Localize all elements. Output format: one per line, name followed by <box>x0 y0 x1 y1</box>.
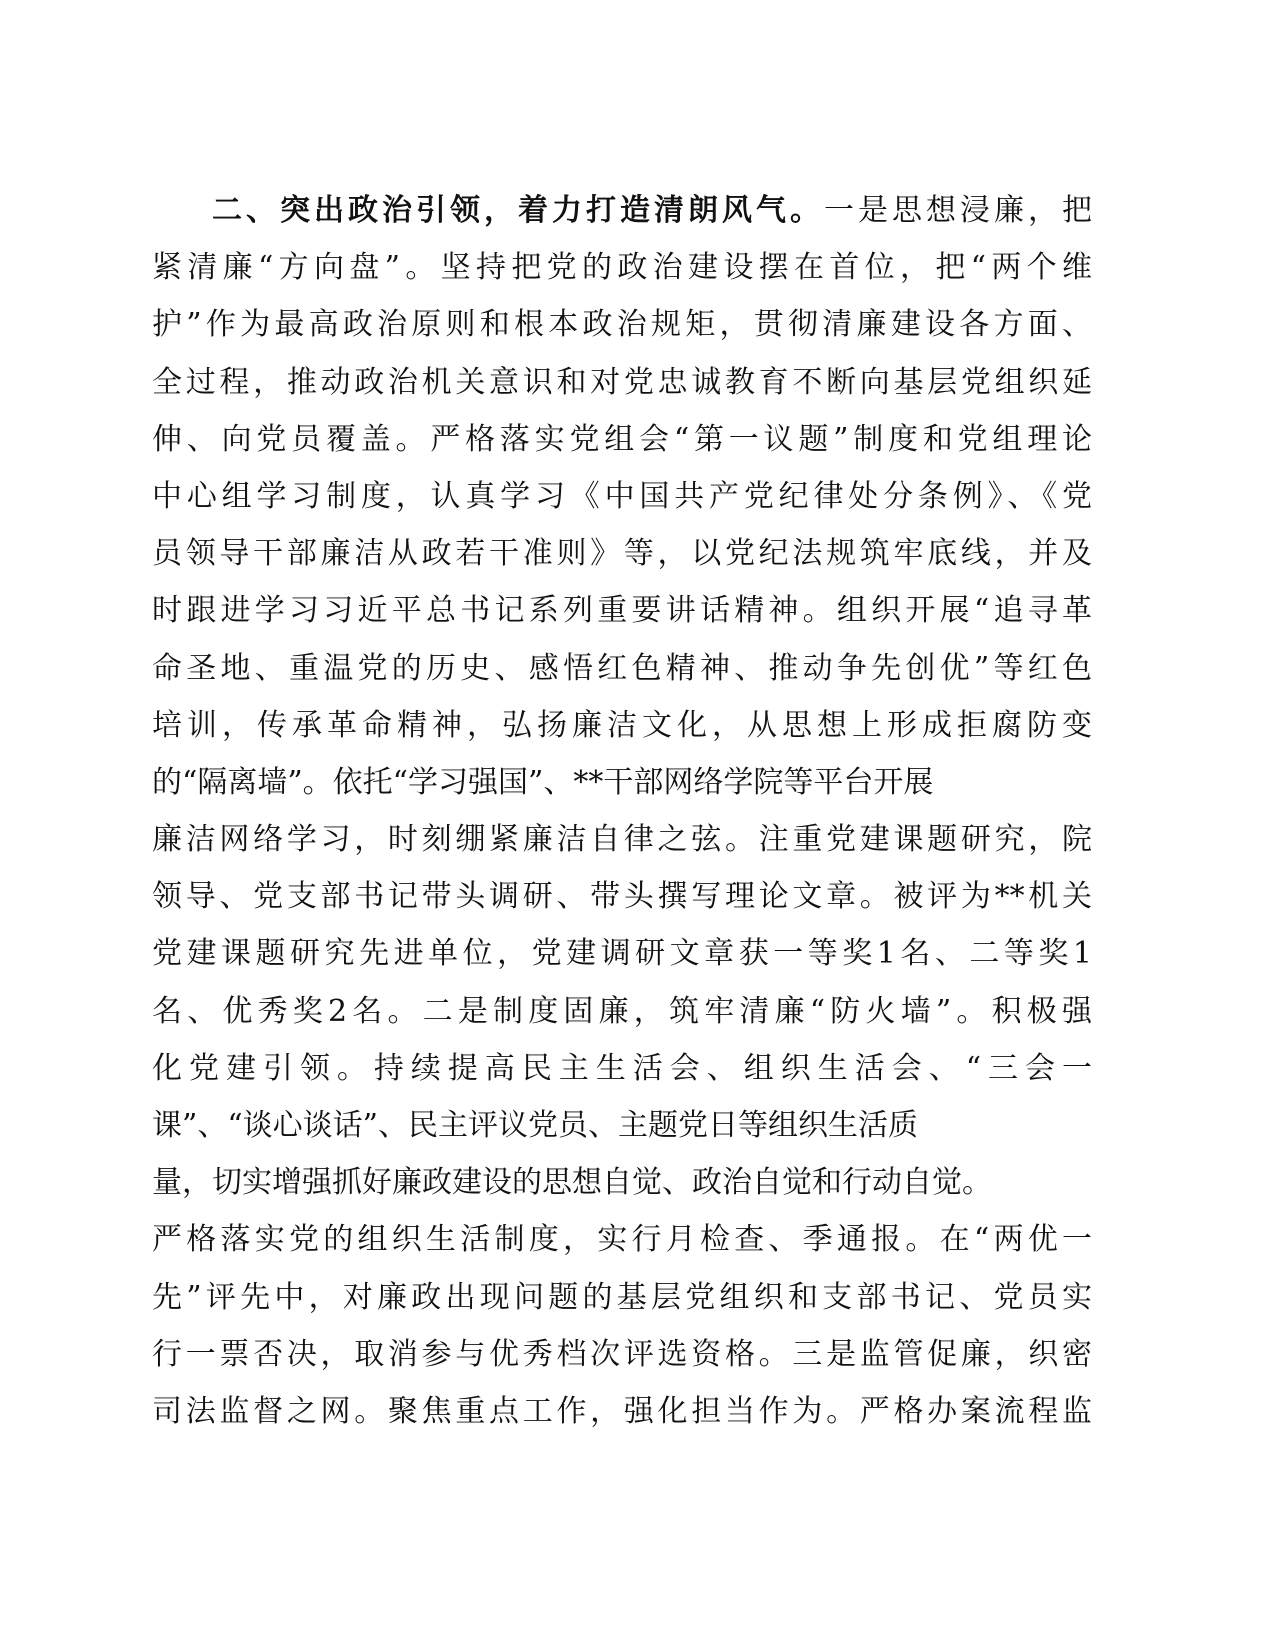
paragraph-line: 伸、向党员覆盖。严格落实党组会“第一议题”制度和党组理论 <box>152 421 1092 457</box>
paragraph-line: 全过程，推动政治机关意识和对党忠诚教育不断向基层党组织延 <box>152 364 1092 400</box>
paragraph-line: 党建课题研究先进单位，党建调研文章获一等奖1名、二等奖1 <box>152 936 1092 972</box>
body-paragraph <box>152 182 1092 1440</box>
paragraph-line: 廉洁网络学习，时刻绷紧廉洁自律之弦。注重党建课题研究，院 <box>152 822 1092 858</box>
paragraph-line: 量，切实增强抓好廉政建设的思想自觉、政治自觉和行动自觉。 <box>152 1165 992 1201</box>
paragraph-line: 行一票否决，取消参与优秀档次评选资格。三是监管促廉，织密 <box>152 1336 1092 1372</box>
paragraph-line: 领导、党支部书记带头调研、带头撰写理论文章。被评为**机关 <box>152 879 1092 915</box>
paragraph-line: 时跟进学习习近平总书记系列重要讲话精神。组织开展“追寻革 <box>152 593 1092 629</box>
paragraph-line <box>152 182 1092 239</box>
paragraph-line: 的“隔离墙”。依托“学习强国”、**干部网络学院等平台开展 <box>152 764 934 800</box>
paragraph-line: 培训，传承革命精神，弘扬廉洁文化，从思想上形成拒腐防变 <box>152 707 1092 743</box>
paragraph-line: 化党建引领。持续提高民主生活会、组织生活会、“三会一 <box>152 1050 1092 1086</box>
line-text: 一是思想浸廉，把 <box>824 193 1092 228</box>
paragraph-line: 司法监督之网。聚焦重点工作，强化担当作为。严格办案流程监 <box>152 1393 1092 1429</box>
paragraph-line: 护”作为最高政治原则和根本政治规矩，贯彻清廉建设各方面、 <box>152 307 1092 343</box>
paragraph-line: 先”评先中，对廉政出现问题的基层党组织和支部书记、党员实 <box>152 1279 1092 1315</box>
paragraph-line: 中心组学习制度，认真学习《中国共产党纪律处分条例》、《党 <box>152 478 1092 514</box>
paragraph-line: 紧清廉“方向盘”。坚持把党的政治建设摆在首位，把“两个维 <box>152 250 1092 286</box>
section-heading: 二、突出政治引领，着力打造清朗风气。 <box>212 193 824 228</box>
paragraph-line: 名、优秀奖2名。二是制度固廉，筑牢清廉“防火墙”。积极强 <box>152 993 1092 1029</box>
paragraph-line: 课”、“谈心谈话”、民主评议党员、主题党日等组织生活质 <box>152 1108 919 1143</box>
paragraph-line: 命圣地、重温党的历史、感悟红色精神、推动争先创优”等红色 <box>152 650 1092 686</box>
paragraph-line: 严格落实党的组织生活制度，实行月检查、季通报。在“两优一 <box>152 1222 1092 1258</box>
paragraph-line: 员领导干部廉洁从政若干准则》等，以党纪法规筑牢底线，并及 <box>152 536 1092 572</box>
